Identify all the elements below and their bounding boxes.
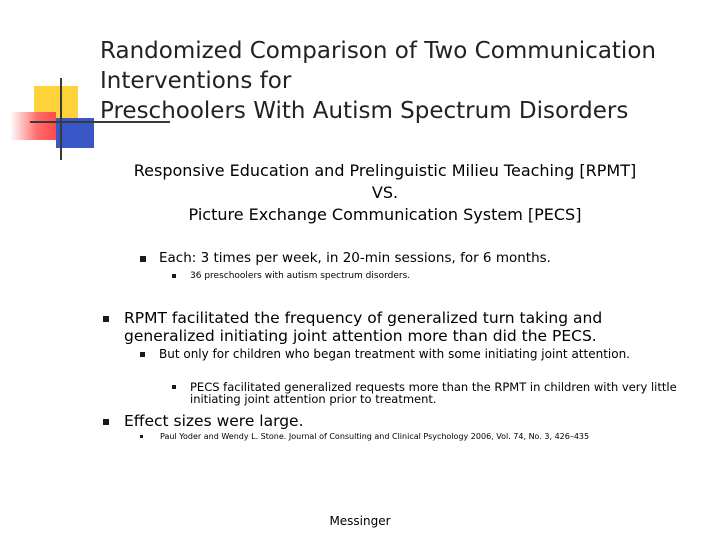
bullet-item xyxy=(103,412,643,430)
title-line: Preschoolers With Autism Spectrum Disorders xyxy=(100,98,629,124)
citation-text: Paul Yoder and Wendy L. Stone. Journal of Consulting and Clinical Psychology 2006, Vol. 74, No. 3, 426–435 xyxy=(160,432,590,441)
square-bullet-icon xyxy=(172,385,176,389)
bullet-item xyxy=(140,432,700,442)
square-bullet-icon xyxy=(140,352,145,357)
title-line: Randomized Comparison of Two Communication xyxy=(100,38,656,64)
square-bullet-icon xyxy=(140,256,146,262)
vertical-rule xyxy=(60,78,62,160)
bullet-item xyxy=(103,309,643,345)
slide-title xyxy=(100,36,710,126)
bullet-item xyxy=(172,381,692,405)
square-bullet-icon xyxy=(140,435,143,438)
square-bullet-icon xyxy=(103,316,109,322)
red-gradient-bar xyxy=(10,112,56,140)
bullet-text-effect-sizes: Effect sizes were large. xyxy=(124,412,304,430)
subtitle-line: Responsive Education and Prelinguistic Milieu Teaching [RPMT] xyxy=(133,161,637,180)
slide-subtitle xyxy=(90,160,680,226)
bullet-item xyxy=(172,271,652,282)
bullet-item xyxy=(140,251,660,266)
title-line: Interventions for xyxy=(100,68,292,94)
subtitle-line: VS. xyxy=(371,183,399,202)
bullet-item xyxy=(140,348,660,361)
bullet-text-pecs-result: PECS facilitated generalized requests more than the RPMT in children with very little initiating joint attention prior to treatment. xyxy=(190,380,677,406)
square-bullet-icon xyxy=(103,419,109,425)
decorative-corner-graphic xyxy=(0,0,100,170)
bullet-text-condition: But only for children who began treatment with some initiating joint attention. xyxy=(159,347,630,361)
subtitle-line: Picture Exchange Communication System [PECS] xyxy=(188,205,582,224)
bullet-text-participants: 36 preschoolers with autism spectrum disorders. xyxy=(190,271,411,281)
bullet-text-rpmt-result: RPMT facilitated the frequency of generalized turn taking and generalized initiating joint attention more than did the PECS. xyxy=(124,309,603,345)
square-bullet-icon xyxy=(172,274,176,278)
bullet-text-sessions: Each: 3 times per week, in 20-min sessions, for 6 months. xyxy=(159,250,551,266)
slide-footer: Messinger xyxy=(329,514,391,528)
